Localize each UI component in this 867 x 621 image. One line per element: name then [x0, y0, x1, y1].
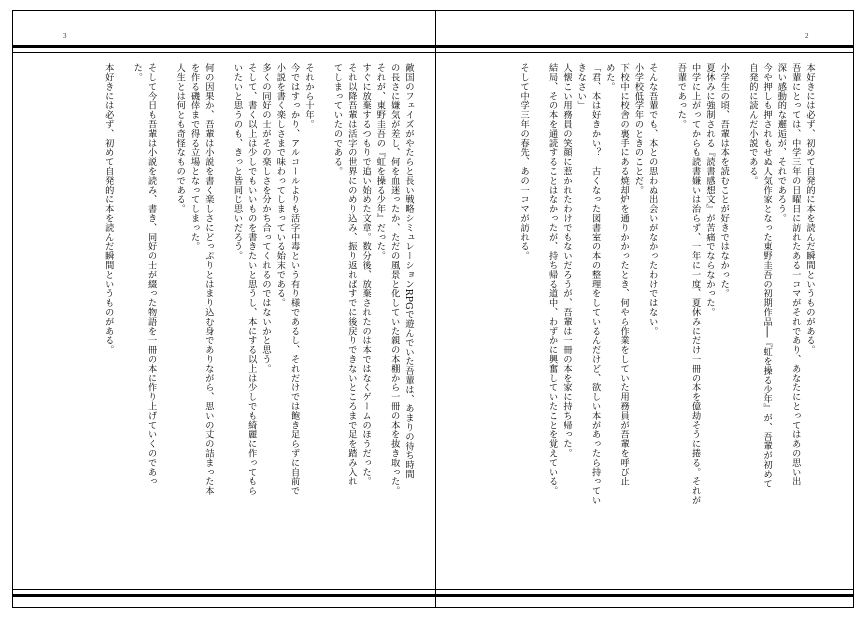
text-line [530, 63, 544, 583]
text-line: の長さに嫌気が差し、何を血迷ったか、ただの風景と化していた親の本棚から一冊の本を抜き取った。 [388, 63, 400, 496]
text-line: そして中学三年の春先、あの一コマが訪れる。 [518, 63, 530, 261]
text-line: 小学生の頃、吾輩は本を読むことが好きではなかった。 [718, 63, 730, 298]
text-line: そして、書く以上は少しでもいいものを書きたいと思うし、本にする以上は少しでも綺麗に作ってもら [245, 63, 257, 496]
text-line: それ以降吾輩は活字の世界にのめり込み、振り返ればすでに後戻りできないところまで足を踏み入れ [345, 63, 357, 486]
text-line: 結局、その本を通読することはなかったが、持ち帰る道中、わずかに興奮していたことを覚えている。 [546, 63, 558, 496]
text-line [215, 63, 229, 583]
header-rule-thin [13, 52, 853, 53]
text-line: 何の因果か、吾輩は小説を書く楽しさにどっぷりとはまり込む身でありながら、思いの丈の詰まった本 [202, 63, 214, 496]
header-rule-thick [13, 45, 853, 48]
text-line: 敵国のフェイズがやたらと長い戦略シミュレーションRPGで遊んでいた吾輩は、あまりの待ち時間 [403, 63, 414, 479]
text-line: 「君、本は好きかい？ 古くなった図書室の本の整理をしているんだけど、欲しい本があったら持ってい [589, 63, 601, 505]
text-line [315, 63, 329, 583]
text-line: それが、東野圭吾の『虹を操る少年』だった。 [374, 63, 386, 261]
text-line: それから十年。 [302, 63, 314, 129]
text-line [115, 63, 129, 583]
text-line: めた。 [603, 63, 615, 92]
text-line: 本好きには必ず、初めて自発的に本を読んだ瞬間というものがある。 [102, 63, 114, 355]
page-number-left: 3 [63, 32, 67, 40]
text-line: 多くの同好の士がその楽しさを分かち合ってくれるのではないかと思う。 [260, 63, 272, 374]
text-line: 人懐こい用務員の笑顔に惹かれたわけでもないだろうが、吾輩は一冊の本を家に持ち帰った。 [560, 63, 572, 458]
book-spread [12, 10, 854, 608]
text-line [730, 63, 744, 583]
text-line: 吾輩であった。 [675, 63, 687, 129]
text-line: 小学校低学年のときのことだ。 [632, 63, 644, 195]
footer-rule-thick [13, 594, 853, 597]
text-line: 小説を書く楽しさまで味わってしまっている始末である。 [274, 63, 286, 308]
left-page-body-text [59, 63, 415, 583]
text-line: いたいと思うのも、きっと皆同じ思いだろう。 [231, 63, 243, 261]
text-line: 人生とは何とも奇怪なものである。 [174, 63, 186, 214]
right-page-body-text [483, 63, 816, 583]
footer-rule-thin [13, 589, 853, 590]
text-line: 本好きには必ず、初めて自発的に本を読んだ瞬間というものがある。 [804, 63, 815, 355]
text-line: た。 [131, 63, 143, 82]
text-line: 深い感動的な邂逅が、それであろう。 [775, 63, 787, 223]
text-line: 夏休みに強制される『読書感想文』が苦痛でならなかった。 [703, 63, 715, 317]
page-number-right: 2 [805, 32, 809, 40]
text-line: きなさい」 [575, 63, 587, 110]
text-line [158, 63, 172, 583]
text-line: そんな吾輩でも、本との思わぬ出会いがなかったわけではない。 [646, 63, 658, 336]
text-line: 下校中に校舎の裏手にある焼却炉を通りかかったとき、何やら作業をしていた用務員が吾輩を呼び止 [618, 63, 630, 486]
text-line: 中学に上がってからも読書嫌いは治らず、一年に一度、夏休みにだけ一冊の本を億劫そうに捲る。それが [689, 63, 701, 505]
text-line: てしまっていたのである。 [331, 63, 343, 176]
text-line: 自発的に読んだ小説である。 [746, 63, 758, 186]
text-line: すぐに放棄するつもりで追い始めた文章。数分後、放棄されたのは本ではなくゲームのほうだった。 [360, 63, 372, 486]
text-line: を作る磯倖まで得る立場となってしまった。 [188, 63, 200, 251]
text-line [659, 63, 673, 583]
text-line: 今や押しも押されもせぬ人気作家となった東野圭吾の初期作品──『虹を操る少年』が、吾輩が初めて [761, 63, 773, 489]
text-line: そして今日も吾輩は小説を読み、書き、同好の士が綴った物語を一冊の本に作り上げていくのであっ [145, 63, 157, 486]
page-gutter-divider [435, 11, 436, 607]
text-line: 今ではすっかり、アルコールよりも活字中毒という有り様であるし、それだけでは飽き足らずに自前で [288, 63, 300, 496]
text-line: 吾輩にとっては、中学三年の日曜日に訪れたある一コマがそれであり、あなたにとってはあの思い出 [789, 63, 801, 486]
